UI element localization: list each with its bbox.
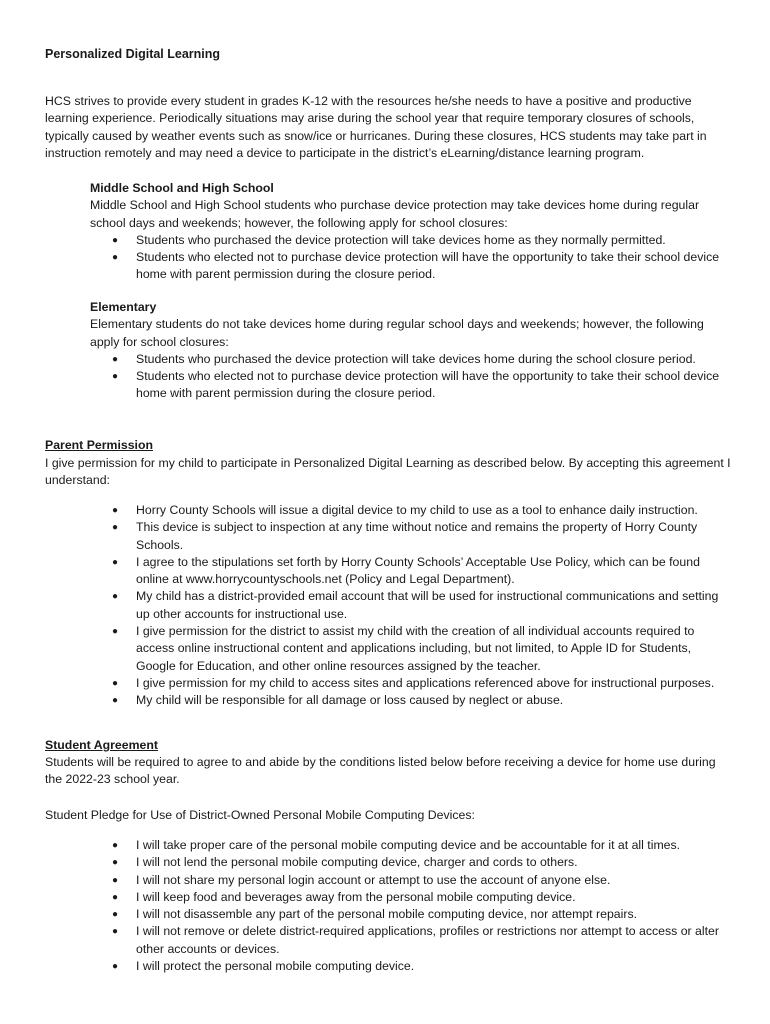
bullet-icon: ● bbox=[112, 857, 119, 869]
parent-permission-heading: Parent Permission bbox=[45, 438, 153, 452]
student-agreement-heading: Student Agreement bbox=[45, 738, 158, 752]
bullet-icon: ● bbox=[112, 556, 119, 568]
parent-permission-list bbox=[90, 502, 720, 710]
list-item: ● I give permission for the district to assist my child with the creation of all individual accounts required to access online instructional content and applications including, but not limited, to Apple ID for Students, Google for Education, and other online resources assigned by the teacher. bbox=[112, 624, 695, 673]
middle-high-heading: Middle School and High School bbox=[90, 181, 274, 195]
list-item: ● My child will be responsible for all damage or loss caused by neglect or abuse. bbox=[90, 692, 720, 709]
list-item: ● Students who elected not to purchase device protection will have the opportunity to take their school device home with parent permission during the closure period. bbox=[112, 369, 720, 401]
list-item: ● I agree to the stipulations set forth by Horry County Schools’ Acceptable Use Policy, which can be found online at www.horrycountyschools.net (Policy and Legal Department). bbox=[112, 554, 700, 587]
intro-paragraph: HCS strives to provide every student in grades K-12 with the resources he/she needs to have a positive and productive learning experience. Periodically situations may arise during the school year that require temporary closures of schools, typically caused by weather events such as snow/ice or hurricanes. During these closures, HCS students may take part in instruction remotely and may need a device to participate in the district’s eLearning/distance learning program. bbox=[45, 94, 707, 160]
pledge-title: Student Pledge for Use of District-Owned Personal Mobile Computing Devices: bbox=[45, 808, 475, 822]
student-pledge-section bbox=[90, 837, 720, 975]
elementary-section bbox=[90, 299, 730, 403]
list-item: ● I will take proper care of the personal mobile computing device and be accountable for it at all times. bbox=[90, 837, 720, 854]
student-agreement-text: Students will be required to agree to and abide by the conditions listed below before receiving a device for home use during the 2022-23 school year. bbox=[45, 755, 716, 787]
document-title: Personalized Digital Learning bbox=[45, 47, 221, 61]
bullet-icon: ● bbox=[112, 371, 119, 383]
list-item: ● My child has a district-provided email account that will be used for instructional communications and setting up other accounts for instructional use. bbox=[112, 589, 719, 621]
bullet-icon: ● bbox=[112, 874, 119, 886]
bullet-icon: ● bbox=[112, 353, 119, 365]
bullet-icon: ● bbox=[112, 252, 119, 264]
bullet-icon: ● bbox=[112, 591, 119, 603]
middle-high-list bbox=[90, 232, 730, 284]
list-item: ● I will keep food and beverages away from the personal mobile computing device. bbox=[90, 889, 720, 906]
student-pledge-list bbox=[90, 837, 720, 975]
list-item: ● I will not lend the personal mobile computing device, charger and cords to others. bbox=[90, 854, 720, 871]
list-item: ● I will not share my personal login account or attempt to use the account of anyone else. bbox=[90, 872, 720, 889]
bullet-icon: ● bbox=[112, 505, 119, 516]
list-item: ● Students who purchased the device protection will take devices home during the school closure period. bbox=[90, 351, 730, 368]
bullet-icon: ● bbox=[112, 840, 119, 851]
middle-high-text: Middle School and High School students who purchase device protection may take devices home during regular school days and weekends; however, the following apply for school closures: bbox=[90, 198, 700, 230]
parent-permission-text: I give permission for my child to participate in Personalized Digital Learning as described below. By accepting this agreement I understand: bbox=[45, 456, 731, 488]
bullet-icon: ● bbox=[112, 234, 119, 246]
list-item: ● I will not remove or delete district-required applications, profiles or restrictions nor attempt to access or alter other accounts or devices. bbox=[112, 924, 719, 956]
bullet-icon: ● bbox=[112, 677, 119, 689]
bullet-icon: ● bbox=[112, 909, 119, 921]
middle-high-section bbox=[90, 180, 730, 284]
bullet-icon: ● bbox=[112, 522, 119, 534]
bullet-icon: ● bbox=[112, 695, 119, 707]
list-item: ● Students who purchased the device protection will take devices home as they normally permitted. bbox=[90, 232, 730, 249]
list-item: ● Horry County Schools will issue a digital device to my child to use as a tool to enhance daily instruction. bbox=[90, 502, 720, 519]
list-item: ● I give permission for my child to access sites and applications referenced above for instructional purposes. bbox=[90, 675, 720, 692]
bullet-icon: ● bbox=[112, 926, 119, 938]
list-item: ● This device is subject to inspection at any time without notice and remains the property of Horry County Schools. bbox=[112, 520, 698, 552]
parent-permission-section bbox=[90, 502, 720, 710]
bullet-icon: ● bbox=[112, 626, 119, 638]
list-item: ● Students who elected not to purchase device protection will have the opportunity to take their school device home with parent permission during the closure period. bbox=[112, 250, 720, 282]
elementary-list bbox=[90, 351, 730, 403]
list-item: ● I will not disassemble any part of the personal mobile computing device, nor attempt repairs. bbox=[90, 906, 720, 923]
bullet-icon: ● bbox=[112, 961, 119, 973]
bullet-icon: ● bbox=[112, 891, 119, 903]
elementary-heading: Elementary bbox=[90, 300, 157, 314]
elementary-text: Elementary students do not take devices home during regular school days and weekends; however, the following apply for school closures: bbox=[90, 317, 704, 349]
list-item: ● I will protect the personal mobile computing device. bbox=[90, 958, 720, 975]
